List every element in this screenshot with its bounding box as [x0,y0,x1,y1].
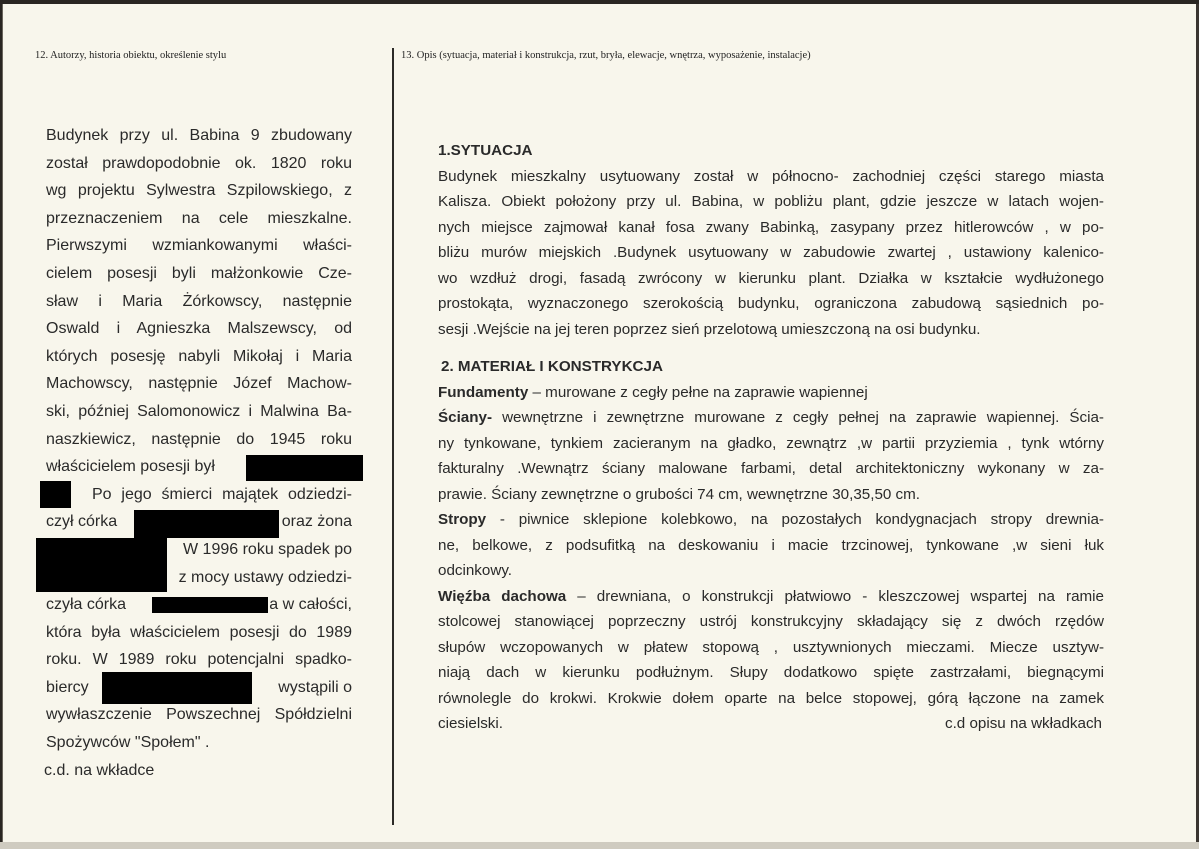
text-line [46,564,352,592]
text-fragment: a w całości, [269,596,352,614]
continuation-note: c.d opisu na wkładkach [944,715,1102,732]
text-line: Budynek przy ul. Babina 9 zbudowany [46,127,352,144]
text-line [46,591,352,619]
text-line: Budynek mieszkalny usytuowany został w północno- zachodniej części starego miasta [438,167,1104,185]
scan-bottom-edge [0,842,1199,849]
text-line-stropy [438,507,1104,533]
text-line: wo wzdłuż drogi, fasadą zwrócony w kierunku plant. Działka w kształcie wydłużonego [438,269,1104,287]
text-line [46,674,352,702]
text-line-wiezba [438,584,1104,610]
text-line: nych miejsce zajmował kanał fosa zwany Babinką, zasypany przez hitlerowców , w po- [438,218,1104,236]
text-line-sciany [438,405,1104,431]
text-fragment: Po jego śmierci majątek odziedzi- [92,485,352,503]
text-line: wywłaszczenie Powszechnej Spółdzielni [46,706,352,724]
text-line: niają dach w kierunku podłużnym. Słupy dodatkowo spięte zastrzałami, biegnącymi [438,664,1104,681]
text-line: roku. W 1989 roku potencjalni spadko- [46,651,352,669]
redaction-box [246,455,363,481]
text-line [46,536,352,564]
text-line: Kalisza. Obiekt położony przy ul. Babina, w pobliżu plant, gdzie jeszcze w latach wojen- [438,193,1104,210]
text-fragment: - piwnice sklepione kolebkowo, na pozostałych kondygnacjach stropy drewnia- [486,511,1104,528]
text-line: prostokąta, wyznaczonego szerokością budynku, ograniczona zabudową sąsiednich po- [438,295,1104,312]
section-title-material: 2. MATERIAŁ I KONSTRYKCJA [441,358,663,375]
text-fragment: ciesielski. [438,715,503,732]
column-divider [392,48,394,825]
text-line: naszkiewicz, następnie do 1945 roku [46,430,352,448]
text-fragment: oraz żona [281,513,352,531]
text-line: Pierwszymi wzmiankowanymi właści- [46,237,352,255]
section-title-situation: 1.SYTUACJA [438,142,533,159]
text-fragment: – murowane z cegły pełne na zaprawie wapiennej [528,383,868,401]
text-fragment: biercy [46,678,89,696]
label-sciany: Ściany- [438,409,493,426]
text-line: ny tynkowane, tynkiem zacieranym na gładko, zewnątrz ,w partii przyziemia , tynk wtórny [438,434,1104,452]
continuation-note: c.d. na wkładce [44,761,155,779]
text-line: Spożywców "Społem" . [46,734,210,752]
text-line [438,711,1104,737]
text-line: został prawdopodobnie ok. 1820 roku [46,154,352,172]
text-fragment: wewnętrzne i zewnętrzne murowane z cegły pełnej na zaprawie wapiennej. Ścia- [492,409,1104,426]
text-line: Machowscy, następnie Józef Machow- [46,375,352,393]
section-13-header: 13. Opis (sytuacja, materiał i konstrukcja, rzut, bryła, elewacje, wnętrza, wyposażenie, instalacje) [401,50,811,61]
text-line: słupów wczopowanych w płatew stopową , usztywnionych mieczami. Miecze usztyw- [438,638,1104,656]
text-line: stolcowej stanowiącej poprzeczny ustrój konstrukcyjny składający się z dwóch rzędów [438,613,1104,630]
text-line: bliżu murów miejskich .Budynek usytuowany w zabudowie zwartej , ustawiony kalenico- [438,244,1104,261]
redaction-box [40,481,71,508]
history-column [46,122,352,784]
text-line: która była właścicielem posesji do 1989 [46,623,352,641]
text-fragment: czyła córka [46,596,127,614]
redaction-box [134,510,279,538]
section-12-header: 12. Autorzy, historia obiektu, określenie stylu [35,50,227,61]
text-line: wg projektu Sylwestra Szpilowskiego, z [46,182,352,200]
text-line: ne, belkowe, z podsufitką na deskowaniu i macie trzcinowej, tynkowane ,w sieni łuk [438,536,1104,554]
text-line: ski, później Salomonowicz i Malwina Ba- [46,402,352,420]
label-fundamenty: Fundamenty [438,383,529,401]
text-fragment: czył córka [46,513,118,531]
text-line: Oswald i Agnieszka Malszewscy, od [46,320,352,338]
text-line [46,453,352,481]
text-fragment: – drewniana, o konstrukcji płatwiowo - kleszczowej wspartej na ramie [566,587,1104,605]
redaction-box [102,672,252,704]
text-line: sesji .Wejście na jej teren poprzez sień przelotową umieszczoną na osi budynku. [438,320,981,338]
text-line: odcinkowy. [438,562,513,579]
text-fragment: z mocy ustawy odziedzi- [178,568,352,586]
text-line: fakturalny .Wewnątrz ściany malowane farbami, detal architektoniczny wykonany w za- [438,460,1104,477]
text-line: prawie. Ściany zewnętrzne o grubości 74 cm, wewnętrzne 30,35,50 cm. [438,485,921,503]
text-line [46,508,352,536]
text-line: których posesję nabyli Mikołaj i Maria [46,347,352,365]
description-column [438,138,1104,737]
text-line: przeznaczeniem na cele mieszkalne. [46,209,352,227]
label-wiezba: Więźba dachowa [438,587,567,605]
text-line: sław i Maria Żórkowscy, następnie [46,292,352,310]
text-line: cielem posesji byli małżonkowie Cze- [46,264,352,282]
text-fragment: W 1996 roku spadek po [183,540,352,558]
redaction-box [152,597,268,613]
text-fragment: wystąpili o [278,678,352,696]
label-stropy: Stropy [438,511,487,528]
text-fragment: właścicielem posesji był [46,458,215,476]
text-line: równolegle do krokwi. Krokwie dołem oparte na belce stopowej, górą łączone na zamek [438,689,1104,707]
text-line [46,481,352,509]
text-line-fundamenty [438,380,1104,406]
